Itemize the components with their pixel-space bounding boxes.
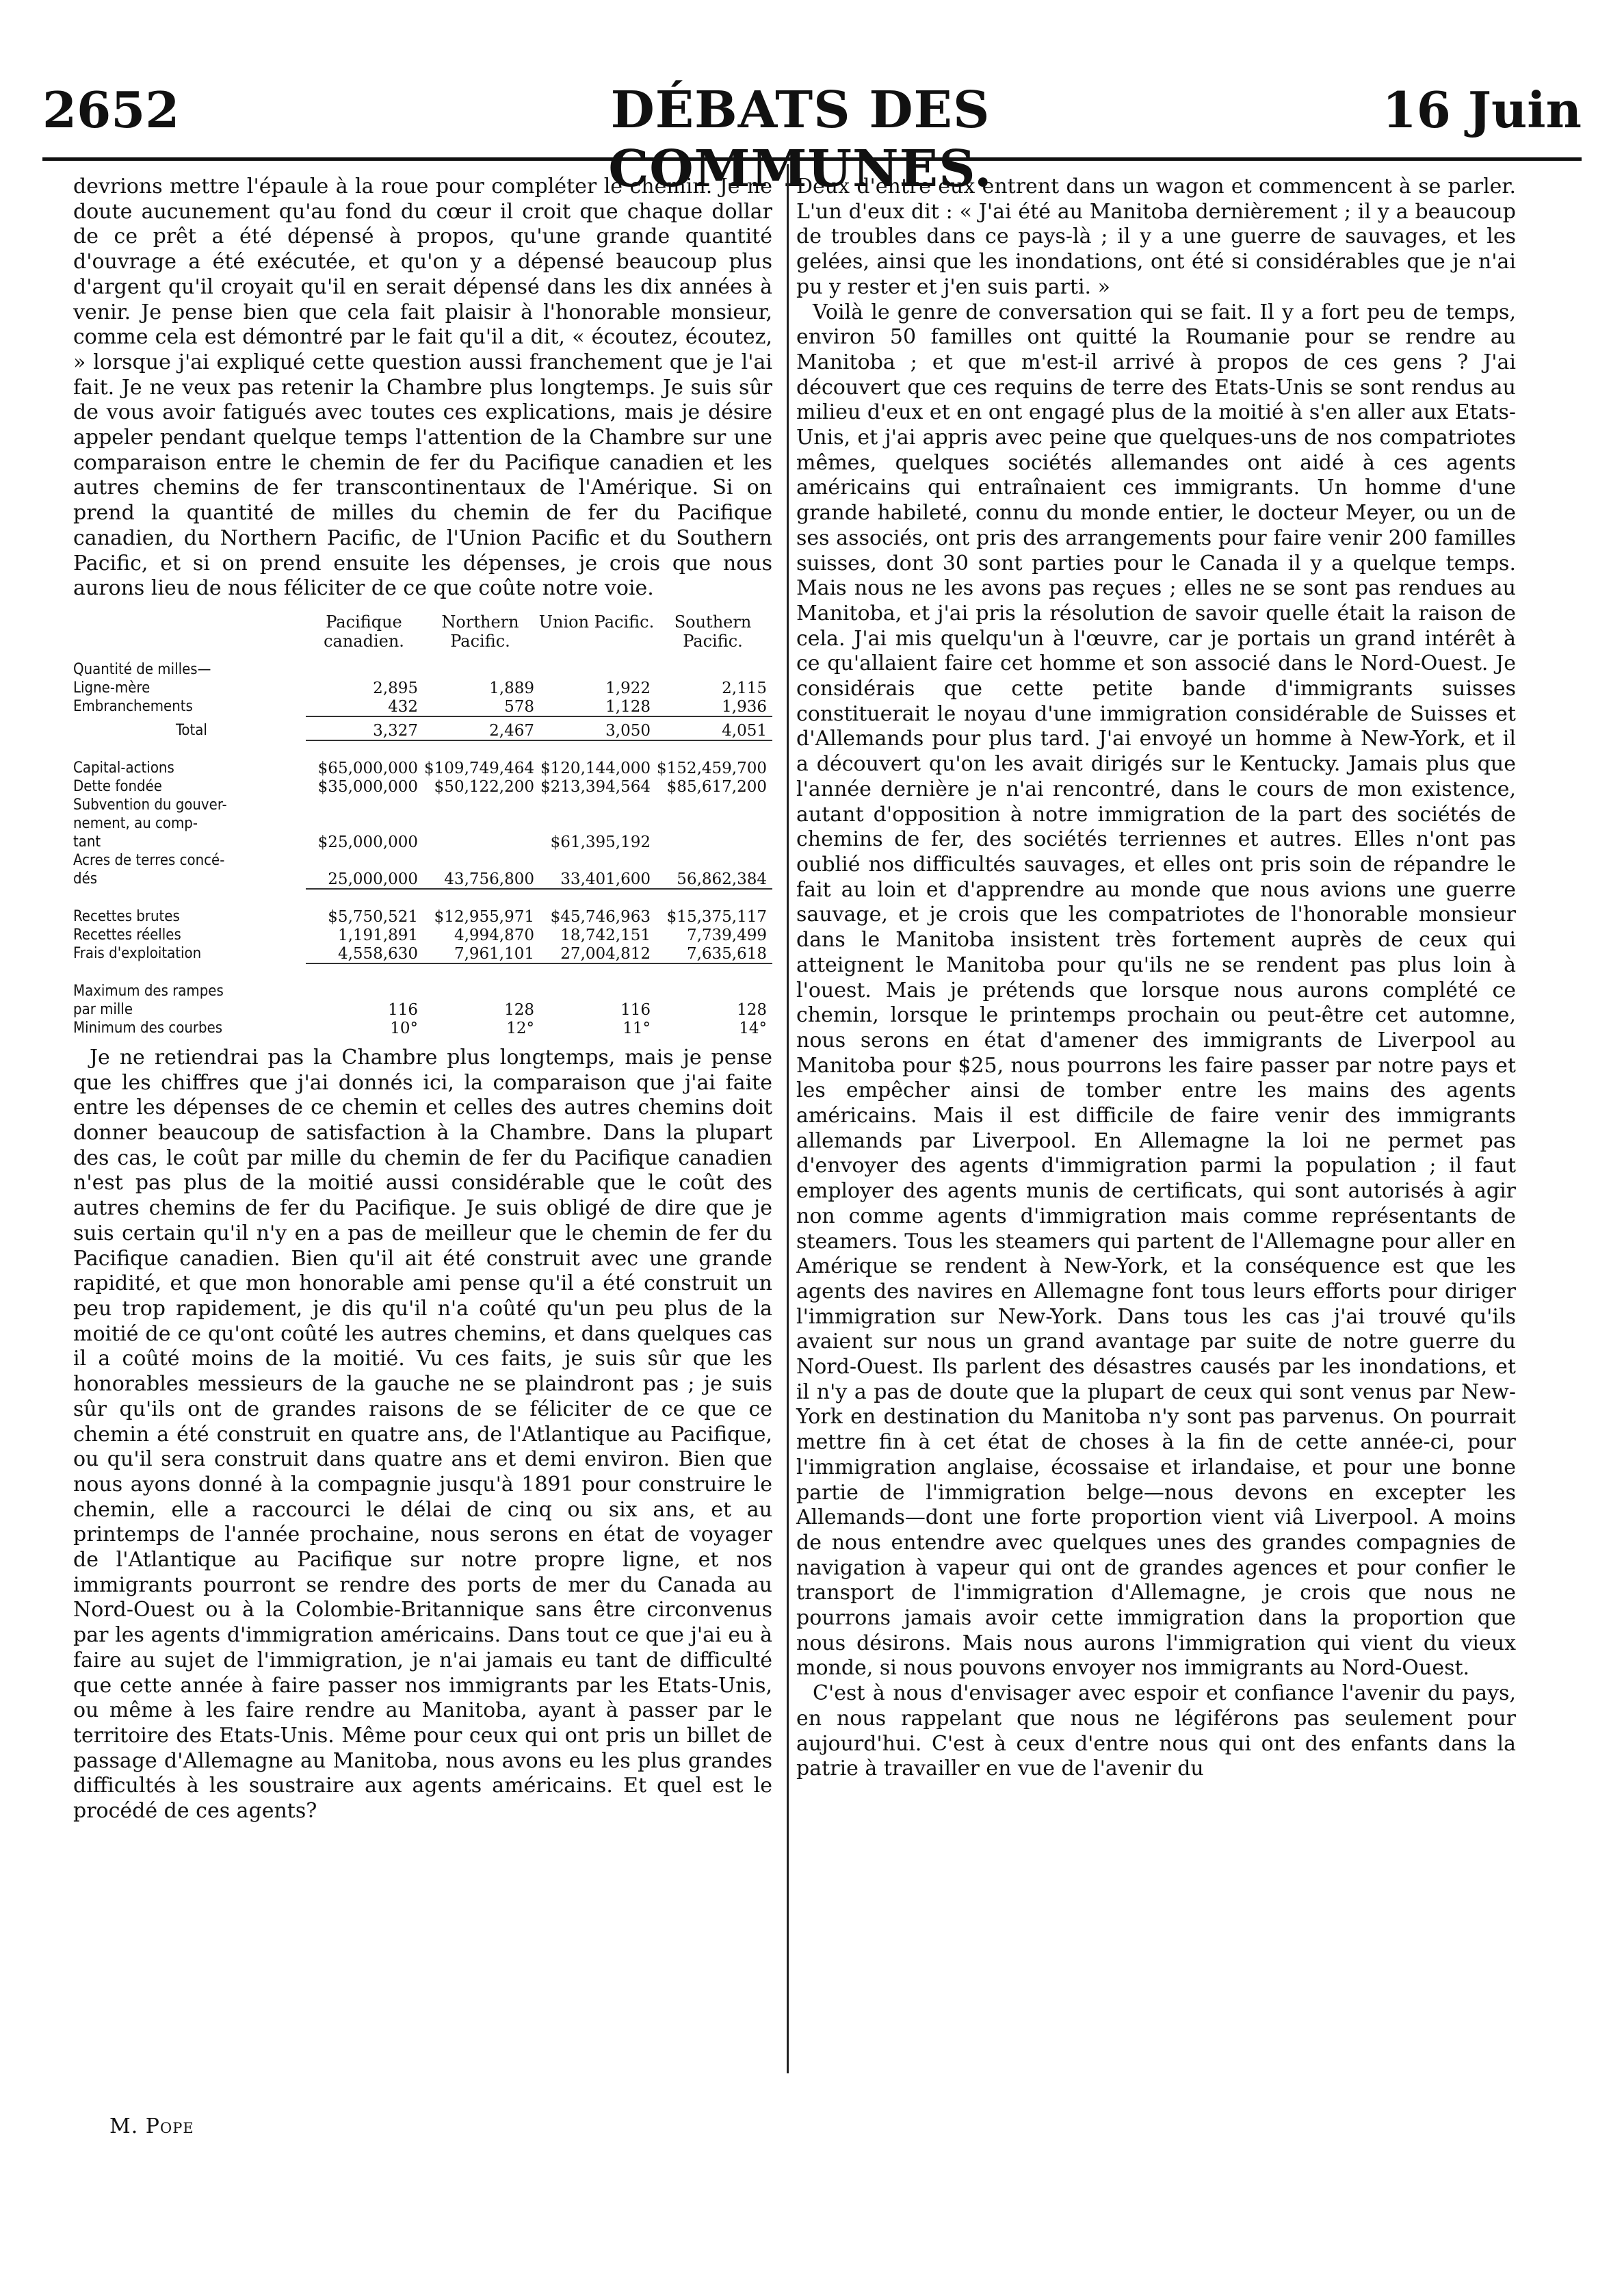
paragraph: Deux d'entre eux entrent dans un wagon et commencent à se parler. L'un d'eux dit : « J'ai été au Manitoba dernièrement ; il y a beaucoup de troubles dans ce pays-là ; il y a une guerre de sauvages, et les gelées, ainsi que les inondations, ont été si considérables que je n'ai pu y rester et j'en suis parti. »: [796, 174, 1516, 299]
table-row: Minimum des courbes 10° 12° 11° 14°: [73, 1019, 767, 1037]
table-row: Recettes brutes $5,750,521 $12,955,971 $45,746,963 $15,375,117: [73, 907, 767, 926]
table-header: [73, 608, 772, 660]
table-row: par mille 116 128 116 128: [73, 1000, 767, 1019]
table-row: Capital-actions $65,000,000 $109,749,464 $120,144,000 $152,459,700: [73, 759, 767, 777]
paragraph-intro: devrions mettre l'épaule à la roue pour compléter le chemin. Je ne doute aucunement qu'au fond du cœur il croit que chaque dollar de ce prêt a été dépensé à propos, qu'une grande quantité d'ouvrage a été exécutée, et qu'on y a dépensé beaucoup plus d'argent qu'il croyait qu'il en serait dépensé dans les dix années à venir. Je pense bien que cela fait plaisir à l'honorable monsieur, comme cela est démontré par le fait qu'il a dit, « écoutez, écoutez, » lorsque j'ai expliqué cette question aussi franchement que je l'ai fait. Je ne veux pas retenir la Chambre plus longtemps. Je suis sûr de vous avoir fatigués avec toutes ces explications, mais je désire appeler pendant quelque temps l'attention de la Chambre sur une comparaison entre le chemin de fer du Pacifique canadien et les autres chemins de fer transcontinentaux de l'Amérique. Si on prend la quantité de milles du chemin de fer du Pacifique canadien, du Northern Pacific, de l'Union Pacific et du Southern Pacific, et si on prend ensuite les dépenses, je crois que nous aurons lieu de nous féliciter de ce que coûte notre voie.: [73, 174, 772, 601]
table-label-line: Subvention du gouver-: [73, 796, 227, 814]
table-row: Frais d'exploitation 4,558,630 7,961,101 27,004,812 7,635,618: [73, 944, 767, 963]
page-title: DÉBATS DES COMMUNES.: [608, 81, 993, 198]
section-rule: [306, 888, 772, 895]
table-label-line: Maximum des rampes: [73, 982, 224, 1000]
right-column: [796, 174, 1516, 1782]
paragraph: Voilà le genre de conversation qui se fait. Il y a fort peu de temps, environ 50 familles ont quitté la Roumanie pour se rendre au Manitoba ; et que m'est-il arrivé à propos de ces gens ? J'ai découvert que ces requins de terre des Etats-Unis se sont rendus au milieu d'eux et en ont engagé plus de la moitié à s'en aller aux Etats-Unis, et j'ai appris avec peine que quelques-uns de nos compatriotes mêmes, quelques sociétés allemandes ont aidé à ces agents américains qui entraînaient ces immigrants. Un homme d'une grande habileté, connu du monde entier, le docteur Meyer, ou un de ses associés, ont pris des arrangements pour faire venir 200 familles suisses, dont 30 sont parties pour le Canada il y a quelque temps. Mais nous ne les avons pas reçues ; elles ne se sont pas rendues au Manitoba, et j'ai pris la résolution de savoir quelle était la raison de cela. J'ai mis quelqu'un à l'œuvre, car je portais un grand intérêt à ce qu'allaient faire cet homme et son associé dans le Nord-Ouest. Je considérais que cette petite bande d'immigrants suisses constituerait le noyau d'une immigration considérable de Suisses et d'Allemands pour plus tard. J'ai envoyé un homme à New-York, et il a découvert qu'on les avait dirigés sur le Kentucky. Jamais plus que l'année dernière je n'ai rencontré, dans le cours de mon existence, autant d'opposition à notre immigration de la part des sociétés de chemins de fer, des sociétés terriennes et autres. Elles n'ont pas oublié nos difficultés sauvages, et elles ont pris soin de répandre le fait au loin et d'apprendre au monde que nous avions une guerre sauvage, et je crois que les compatriotes de l'honorable monsieur dans le Manitoba insistent très fortement auprès de ceux qui atteignent le Manitoba pour qu'ils ne se rendent pas plus loin à l'ouest. Mais je prétends que lorsque nous aurons complété ce chemin, lorsque le printemps prochain ou peut-être cet automne, nous serons en état d'amener des immigrants de Liverpool au Manitoba pour $25, nous pourrons les faire passer par notre pays et les empêcher ainsi de tomber entre les mains des agents américains. Mais il est difficile de faire venir des immigrants allemands par Liverpool. En Allemagne la loi ne permet pas d'envoyer des agents d'immigration parmi la population ; il faut employer des agents munis de certificats, qui sont autorisés à agir non comme agents d'immigration mais comme représentants de steamers. Tous les steamers qui partent de l'Allemagne pour aller en Amérique se rendent à New-York, et la conséquence est que les agents des navires en Allemagne font tous leurs efforts pour diriger l'immigration sur New-York. Dans tous les cas j'ai trouvé qu'ils avaient sur nous un grand avantage par suite de notre guerre du Nord-Ouest. Ils parlent des désastres causés par les inondations, et il n'y a pas de doute que la plupart de ceux qui sont venus par New-York en destination du Manitoba n'y sont pas parvenus. On pourrait mettre fin à cet état de choses à la fin de cette année-ci, pour l'immigration anglaise, écossaise et irlandaise, et pour une bonne partie de l'immigration belge—nous devons en excepter les Allemands—dont une forte proportion vient viâ Liverpool. A moins de nous entendre avec quelques unes des grandes compagnies de navigation à vapeur qui ont de grandes agences et pour confier le transport de l'immigration d'Allemagne, je crois que nous ne pourrons jamais avoir cette immigration dans la proportion que nous désirons. Mais nous aurons l'immigration qui vient du vieux monde, si nous pouvons envoyer nos immigrants au Nord-Ouest.: [796, 300, 1516, 1681]
table-label-line: Acres de terres concé-: [73, 851, 225, 869]
header-cell: Southern Pacific.: [674, 612, 752, 651]
paragraph-after-table: Je ne retiendrai pas la Chambre plus longtemps, mais je pense que les chiffres que j'ai donnés ici, la comparaison que j'ai faite entre les dépenses de ce chemin et celles des autres chemins doit donner beaucoup de satisfaction à la Chambre. Dans la plupart des cas, le coût par mille du chemin de fer du Pacifique canadien n'est pas plus de la moitié aussi considérable que le coût des autres chemins de fer du Pacifique. Je suis obligé de dire que je suis certain qu'il n'y en a pas de meilleur que le chemin de fer du Pacifique canadien. Bien qu'il ait été construit avec une grande rapidité, et que mon honorable ami pense qu'il a été construit un peu trop rapidement, je dis qu'il n'a coûté qu'un peu plus de la moitié de ce qu'ont coûté les autres chemins, et dans quelques cas il a coûté moins de la moitié. Vu ces faits, je suis sûr que les honorables messieurs de la gauche ne se plaindront pas ; je suis sûr qu'ils ont de grandes raisons de se féliciter de ce que ce chemin a été construit en quatre ans, de l'Atlantique au Pacifique, ou qu'il sera construit dans quatre ans et demi environ. Bien que nous ayons donné à la compagnie jusqu'à 1891 pour construire le chemin, elle a raccourci le délai de cinq ou six ans, et au printemps de l'année prochaine, nous serons en état de voyager de l'Atlantique au Pacifique sur notre propre ligne, et nos immigrants pourront se rendre des ports de mer du Canada au Nord-Ouest ou à la Colombie-Britannique sans être circonvenus par les agents d'immigration américains. Dans tout ce que j'ai eu à faire au sujet de l'immigration, je n'ai jamais eu tant de difficulté que cette année à faire passer nos immigrants par les Etats-Unis, ou même à les faire rendre au Manitoba, ayant à passer par le territoire des Etats-Unis. Même pour ceux qui ont pris un billet de passage d'Allemagne au Manitoba, nous avons eu les plus grandes difficultés à les soustraire aux agents américains. Et quel est le procédé de ces agents?: [73, 1045, 772, 1824]
header-rule: [42, 157, 1582, 161]
section-rule: [306, 963, 772, 970]
total-rule: [306, 716, 772, 721]
table-row: Embranchements 432 578 1,128 1,936: [73, 697, 767, 716]
speaker-footer: M. Pope: [109, 2114, 194, 2138]
table-row: Dette fondée $35,000,000 $50,122,200 $213,394,564 $85,617,200: [73, 777, 767, 796]
table-row-total: Total 3,327 2,467 3,050 4,051: [176, 721, 767, 740]
table-label-line: nement, au comp-: [73, 814, 198, 832]
railway-comparison-table: [73, 608, 772, 1037]
header-cell: Northern Pacific.: [441, 612, 519, 651]
table-row: Ligne-mère 2,895 1,889 1,922 2,115: [73, 679, 767, 697]
page-number: 2652: [42, 81, 180, 139]
page-date: 16 Juin: [1382, 81, 1582, 139]
table-row: Recettes réelles 1,191,891 4,994,870 18,742,151 7,739,499: [73, 926, 767, 944]
paragraph: C'est à nous d'envisager avec espoir et confiance l'avenir du pays, en nous rappelant que nous ne légiférons pas seulement pour aujourd'hui. C'est à ceux d'entre nous qui ont des enfants dans la patrie à travailler en vue de l'avenir du: [796, 1681, 1516, 1781]
header-cell: Union Pacific.: [538, 612, 655, 632]
table-group-label: Quantité de milles—: [73, 660, 211, 678]
section-rule: [306, 740, 772, 747]
header-cell: Pacifique canadien.: [324, 612, 404, 651]
table-row: dés 25,000,000 43,756,800 33,401,600 56,862,384: [73, 870, 767, 888]
left-column: [73, 174, 772, 1824]
column-divider: [787, 164, 789, 2073]
table-row: tant $25,000,000 $61,395,192: [73, 833, 651, 851]
